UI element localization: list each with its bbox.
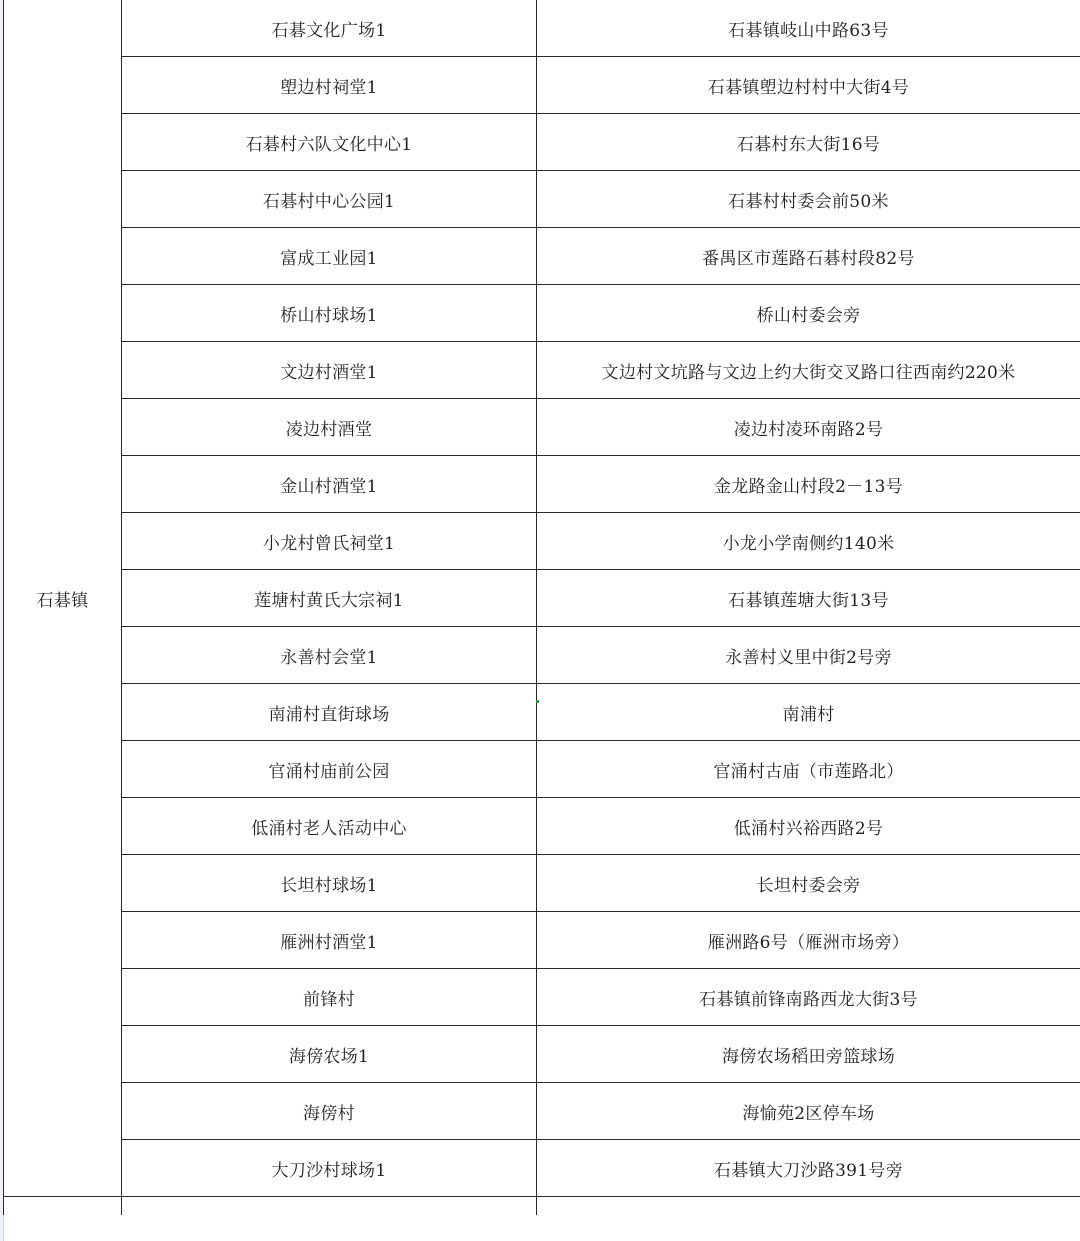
site-address-cell: 石碁镇塱边村村中大街4号 xyxy=(537,57,1080,114)
site-name-cell: 小龙村曾氏祠堂1 xyxy=(122,513,537,570)
site-name-cell: 富成工业园1 xyxy=(122,228,537,285)
site-address-cell: 长坦村委会旁 xyxy=(537,855,1080,912)
site-name-cell: 官涌村庙前公园 xyxy=(122,741,537,798)
site-address-cell: 海傍农场稻田旁篮球场 xyxy=(537,1026,1080,1083)
site-address-cell: 石碁村村委会前50米 xyxy=(537,171,1080,228)
site-name-cell: 雁洲村酒堂1 xyxy=(122,912,537,969)
empty-cell xyxy=(4,1197,122,1216)
site-address-cell: 凌边村凌环南路2号 xyxy=(537,399,1080,456)
table-row xyxy=(4,741,1080,798)
site-address-cell: 石碁镇莲塘大街13号 xyxy=(537,570,1080,627)
table-row xyxy=(4,342,1080,399)
site-address-cell: 石碁镇岐山中路63号 xyxy=(537,0,1080,57)
table-row xyxy=(4,513,1080,570)
site-address-cell: 金龙路金山村段2－13号 xyxy=(537,456,1080,513)
table-row xyxy=(4,285,1080,342)
site-address-cell: 桥山村委会旁 xyxy=(537,285,1080,342)
site-name-cell: 南浦村直街球场 xyxy=(122,684,537,741)
table-row xyxy=(4,1140,1080,1197)
site-name-cell: 莲塘村黄氏大宗祠1 xyxy=(122,570,537,627)
empty-cell xyxy=(122,1197,537,1216)
table-row-partial xyxy=(4,1197,1080,1216)
table-row xyxy=(4,798,1080,855)
table-row xyxy=(4,684,1080,741)
site-name-cell: 永善村会堂1 xyxy=(122,627,537,684)
table-row xyxy=(4,912,1080,969)
site-address-cell: 南浦村 xyxy=(537,684,1080,741)
site-address-cell: 石碁镇大刀沙路391号旁 xyxy=(537,1140,1080,1197)
site-address-cell: 石碁镇前锋南路西龙大街3号 xyxy=(537,969,1080,1026)
site-address-cell: 文边村文坑路与文边上约大街交叉路口往西南约220米 xyxy=(537,342,1080,399)
table-row xyxy=(4,1026,1080,1083)
site-name-cell: 凌边村酒堂 xyxy=(122,399,537,456)
table-row xyxy=(4,0,1080,57)
table-row xyxy=(4,171,1080,228)
site-address-cell: 官涌村古庙（市莲路北） xyxy=(537,741,1080,798)
table-row xyxy=(4,228,1080,285)
site-address-cell: 海愉苑2区停车场 xyxy=(537,1083,1080,1140)
site-address-cell: 番禺区市莲路石碁村段82号 xyxy=(537,228,1080,285)
cell-corner-mark xyxy=(536,700,539,703)
table-row xyxy=(4,627,1080,684)
site-name-cell: 大刀沙村球场1 xyxy=(122,1140,537,1197)
site-name-cell: 海傍村 xyxy=(122,1083,537,1140)
table-row xyxy=(4,57,1080,114)
site-name-cell: 塱边村祠堂1 xyxy=(122,57,537,114)
site-name-cell: 低涌村老人活动中心 xyxy=(122,798,537,855)
site-name-cell: 前锋村 xyxy=(122,969,537,1026)
site-address-cell: 低涌村兴裕西路2号 xyxy=(537,798,1080,855)
site-name-cell: 金山村酒堂1 xyxy=(122,456,537,513)
empty-cell xyxy=(537,1197,1080,1216)
location-table xyxy=(3,0,1080,1215)
table-row xyxy=(4,399,1080,456)
table-row xyxy=(4,456,1080,513)
site-name-cell: 桥山村球场1 xyxy=(122,285,537,342)
table-row xyxy=(4,114,1080,171)
site-name-cell: 文边村酒堂1 xyxy=(122,342,537,399)
site-name-cell: 长坦村球场1 xyxy=(122,855,537,912)
site-address-cell: 雁洲路6号（雁洲市场旁） xyxy=(537,912,1080,969)
town-cell: 石碁镇 xyxy=(4,0,122,1197)
table-row xyxy=(4,855,1080,912)
site-name-cell: 石碁村六队文化中心1 xyxy=(122,114,537,171)
site-name-cell: 海傍农场1 xyxy=(122,1026,537,1083)
table-row xyxy=(4,969,1080,1026)
site-address-cell: 小龙小学南侧约140米 xyxy=(537,513,1080,570)
site-name-cell: 石碁文化广场1 xyxy=(122,0,537,57)
site-address-cell: 石碁村东大街16号 xyxy=(537,114,1080,171)
table-row xyxy=(4,570,1080,627)
site-name-cell: 石碁村中心公园1 xyxy=(122,171,537,228)
site-address-cell: 永善村义里中街2号旁 xyxy=(537,627,1080,684)
table-row xyxy=(4,1083,1080,1140)
